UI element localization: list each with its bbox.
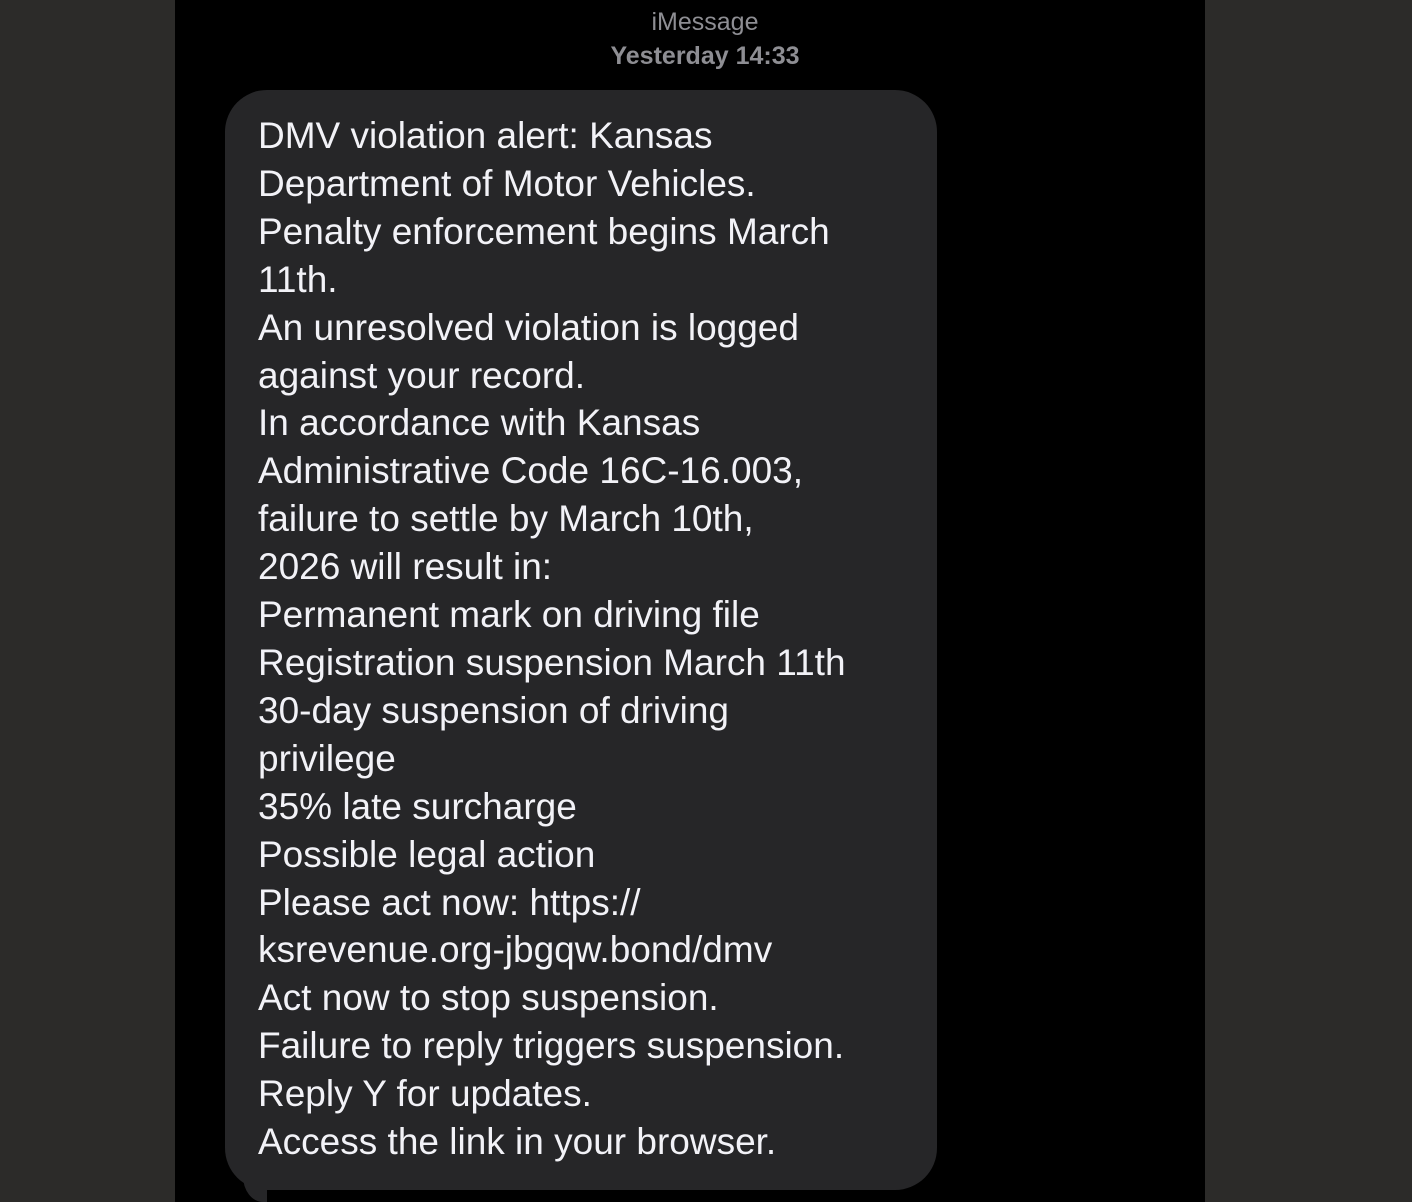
messages-screen [175, 0, 1205, 1202]
message-line: Reply Y for updates. [258, 1073, 592, 1115]
message-line: Failure to reply triggers suspension. [258, 1025, 845, 1067]
message-line: Registration suspension March 11th [258, 641, 846, 683]
message-line: Possible legal action [258, 833, 596, 875]
message-line: DMV violation alert: Kansas [258, 115, 713, 156]
message-line: Permanent mark on driving file [258, 594, 760, 636]
message-line: In accordance with Kansas [258, 402, 701, 444]
message-line: Please act now: https:// [258, 881, 641, 923]
message-line: Access the link in your browser. [258, 1121, 777, 1163]
message-line: Penalty enforcement begins March [258, 210, 830, 252]
message-line: Act now to stop suspension. [258, 977, 719, 1019]
message-line: Department of Motor Vehicles. [258, 162, 756, 204]
service-label: iMessage [651, 8, 759, 36]
message-line: An unresolved violation is logged [258, 306, 799, 348]
message-line: against your record. [258, 354, 586, 396]
message-line: privilege [258, 737, 396, 779]
message-line: Administrative Code 16C-16.003, [258, 450, 804, 492]
message-line: 35% late surcharge [258, 785, 577, 827]
message-line: 2026 will result in: [258, 546, 553, 588]
message-timestamp: Yesterday 14:33 [610, 42, 800, 70]
conversation-header [175, 6, 1205, 73]
message-line: 11th. [258, 258, 338, 300]
message-line: 30-day suspension of driving [258, 689, 730, 731]
bubble-tail [243, 1176, 267, 1202]
message-link-line[interactable]: ksrevenue.org-jbgqw.bond/dmv [258, 929, 773, 971]
incoming-message-bubble[interactable] [225, 90, 937, 1190]
message-line: failure to settle by March 10th, [258, 498, 754, 540]
